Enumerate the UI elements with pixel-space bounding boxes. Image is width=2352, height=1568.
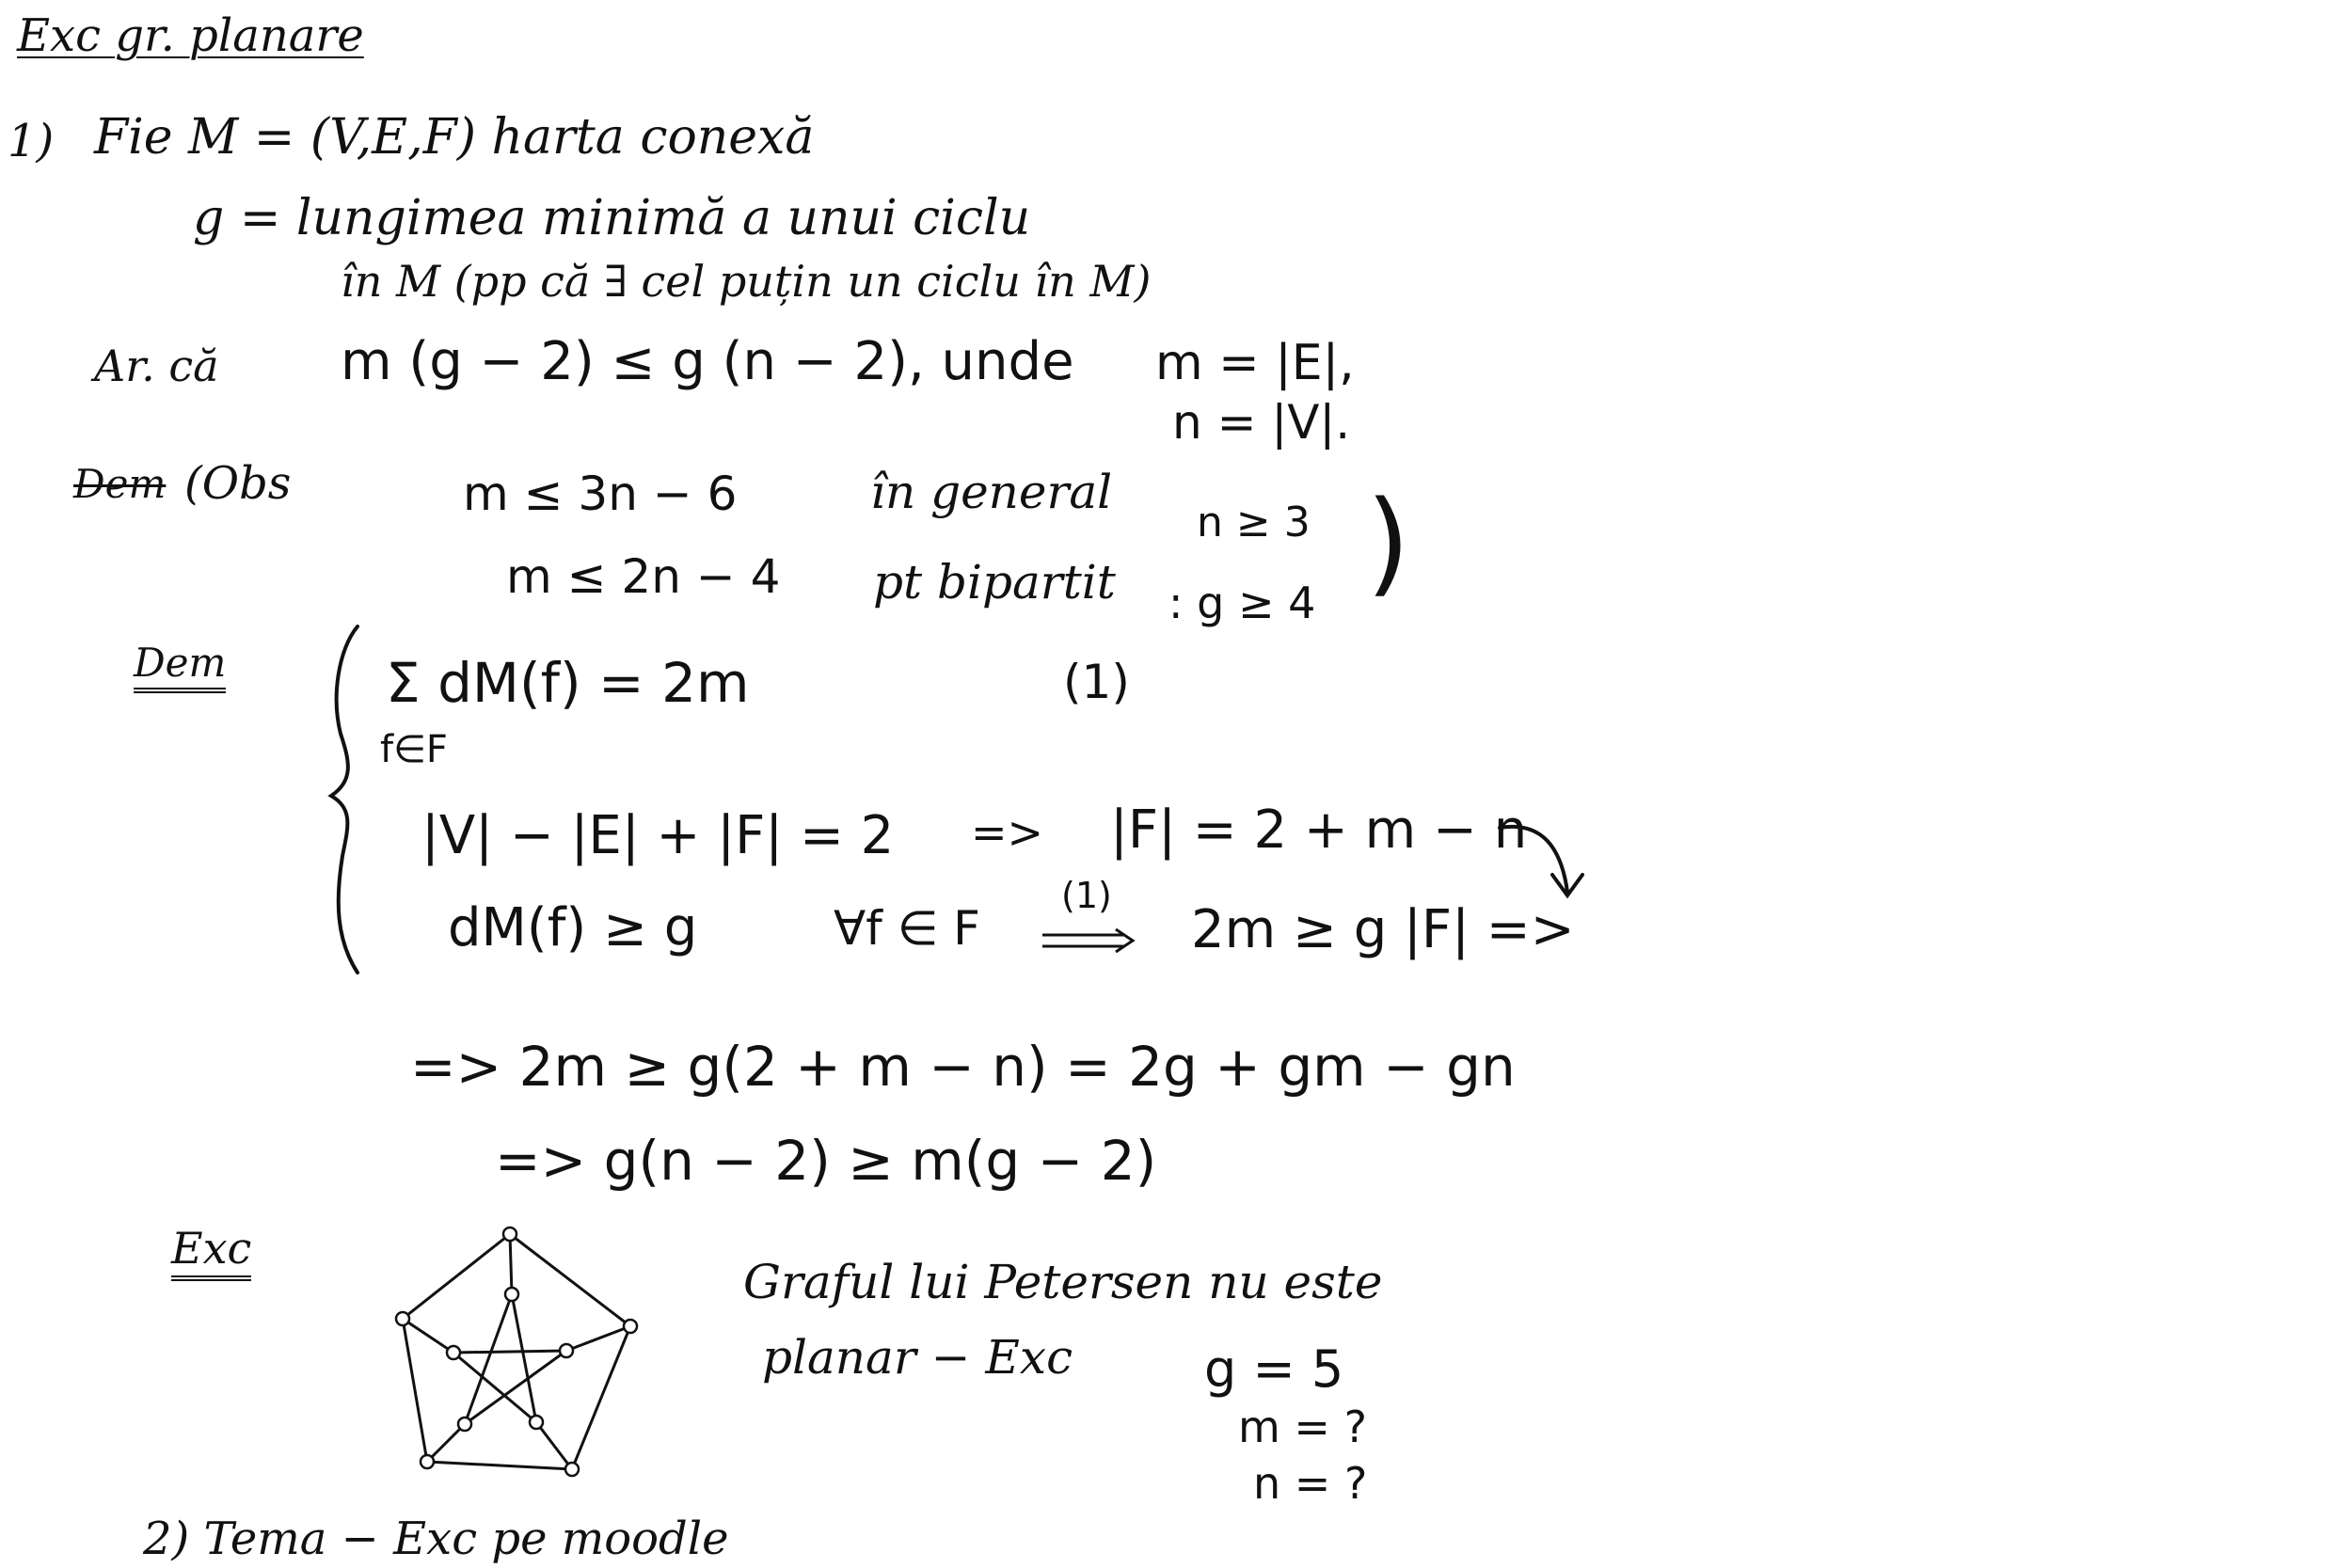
main-inequality: m (g − 2) ≤ g (n − 2), unde [341, 331, 1074, 392]
graph-vertex [505, 1288, 518, 1301]
petersen-graph [386, 1223, 668, 1496]
petersen-text-line-2: planar − Exc [762, 1330, 1073, 1385]
graph-vertex [421, 1455, 434, 1468]
petersen-text-line-1: Graful lui Petersen nu este [743, 1255, 1383, 1309]
graph-vertex [458, 1418, 471, 1431]
exercise-label: Exc [171, 1223, 251, 1281]
bound-bipartite-formula: m ≤ 2n − 4 [506, 549, 781, 604]
problem-1-statement: Fie M = (V,E,F) harta conexă [94, 109, 815, 166]
face-degree-bound: dM(f) ≥ g [448, 897, 698, 958]
girth-definition-line-2: în M (pp că ∃ cel puțin un ciclu în M) [341, 256, 1152, 307]
graph-vertex [396, 1312, 409, 1325]
result-inequality-1: 2m ≥ g |F| => [1191, 899, 1575, 960]
derivation-step-2: => 2m ≥ g(2 + m − n) = 2g + gm − gn [410, 1035, 1516, 1099]
bound-general-condition: n ≥ 3 [1197, 499, 1311, 546]
degree-sum-formula: Σ dM(f) = 2m [386, 651, 750, 715]
proof-brace [320, 621, 376, 978]
observation-label: (Obs [184, 457, 292, 510]
degree-sum-index: f∈F [380, 728, 448, 771]
edges-question: m = ? [1238, 1402, 1368, 1452]
problem-2-homework: 2) Tema − Exc pe moodle [143, 1513, 729, 1565]
equation-tag-1: (1) [1063, 655, 1130, 709]
graph-vertex [624, 1320, 637, 1333]
graph-vertex [565, 1463, 579, 1476]
bound-general-formula: m ≤ 3n − 6 [463, 467, 738, 521]
graph-vertex [503, 1227, 516, 1241]
girth-definition-line-1: g = lungimea minimă a unui ciclu [193, 190, 1031, 246]
graph-vertex [560, 1344, 573, 1357]
observation-close-paren: ) [1366, 478, 1410, 609]
crossed-dem-label: Dem [73, 461, 167, 507]
bound-bipartite-note: pt bipartit [873, 555, 1116, 610]
bound-general-note: în general [870, 465, 1113, 519]
proof-label: Dem [134, 640, 226, 693]
graph-vertex [530, 1416, 543, 1429]
faces-count: |F| = 2 + m − n [1110, 800, 1528, 861]
m-definition: m = |E|, [1155, 335, 1355, 391]
prove-label: Ar. că [94, 341, 219, 391]
problem-1-number: 1) [8, 115, 55, 167]
curved-arrow [1496, 816, 1599, 911]
forall-faces: ∀f ∈ F [834, 901, 980, 956]
vertices-question: n = ? [1253, 1458, 1368, 1509]
graph-vertex [447, 1346, 460, 1359]
euler-formula: |V| − |E| + |F| = 2 [421, 805, 895, 866]
arrow-tag: (1) [1061, 875, 1112, 916]
bound-bipartite-condition: : g ≥ 4 [1168, 578, 1316, 628]
double-arrow [1041, 927, 1144, 956]
page-title: Exc gr. planare [17, 9, 364, 62]
n-definition: n = |V|. [1172, 395, 1351, 450]
derivation-step-3: => g(n − 2) ≥ m(g − 2) [495, 1129, 1157, 1193]
girth-value: g = 5 [1204, 1339, 1344, 1399]
implies-arrow-1: => [971, 807, 1044, 858]
